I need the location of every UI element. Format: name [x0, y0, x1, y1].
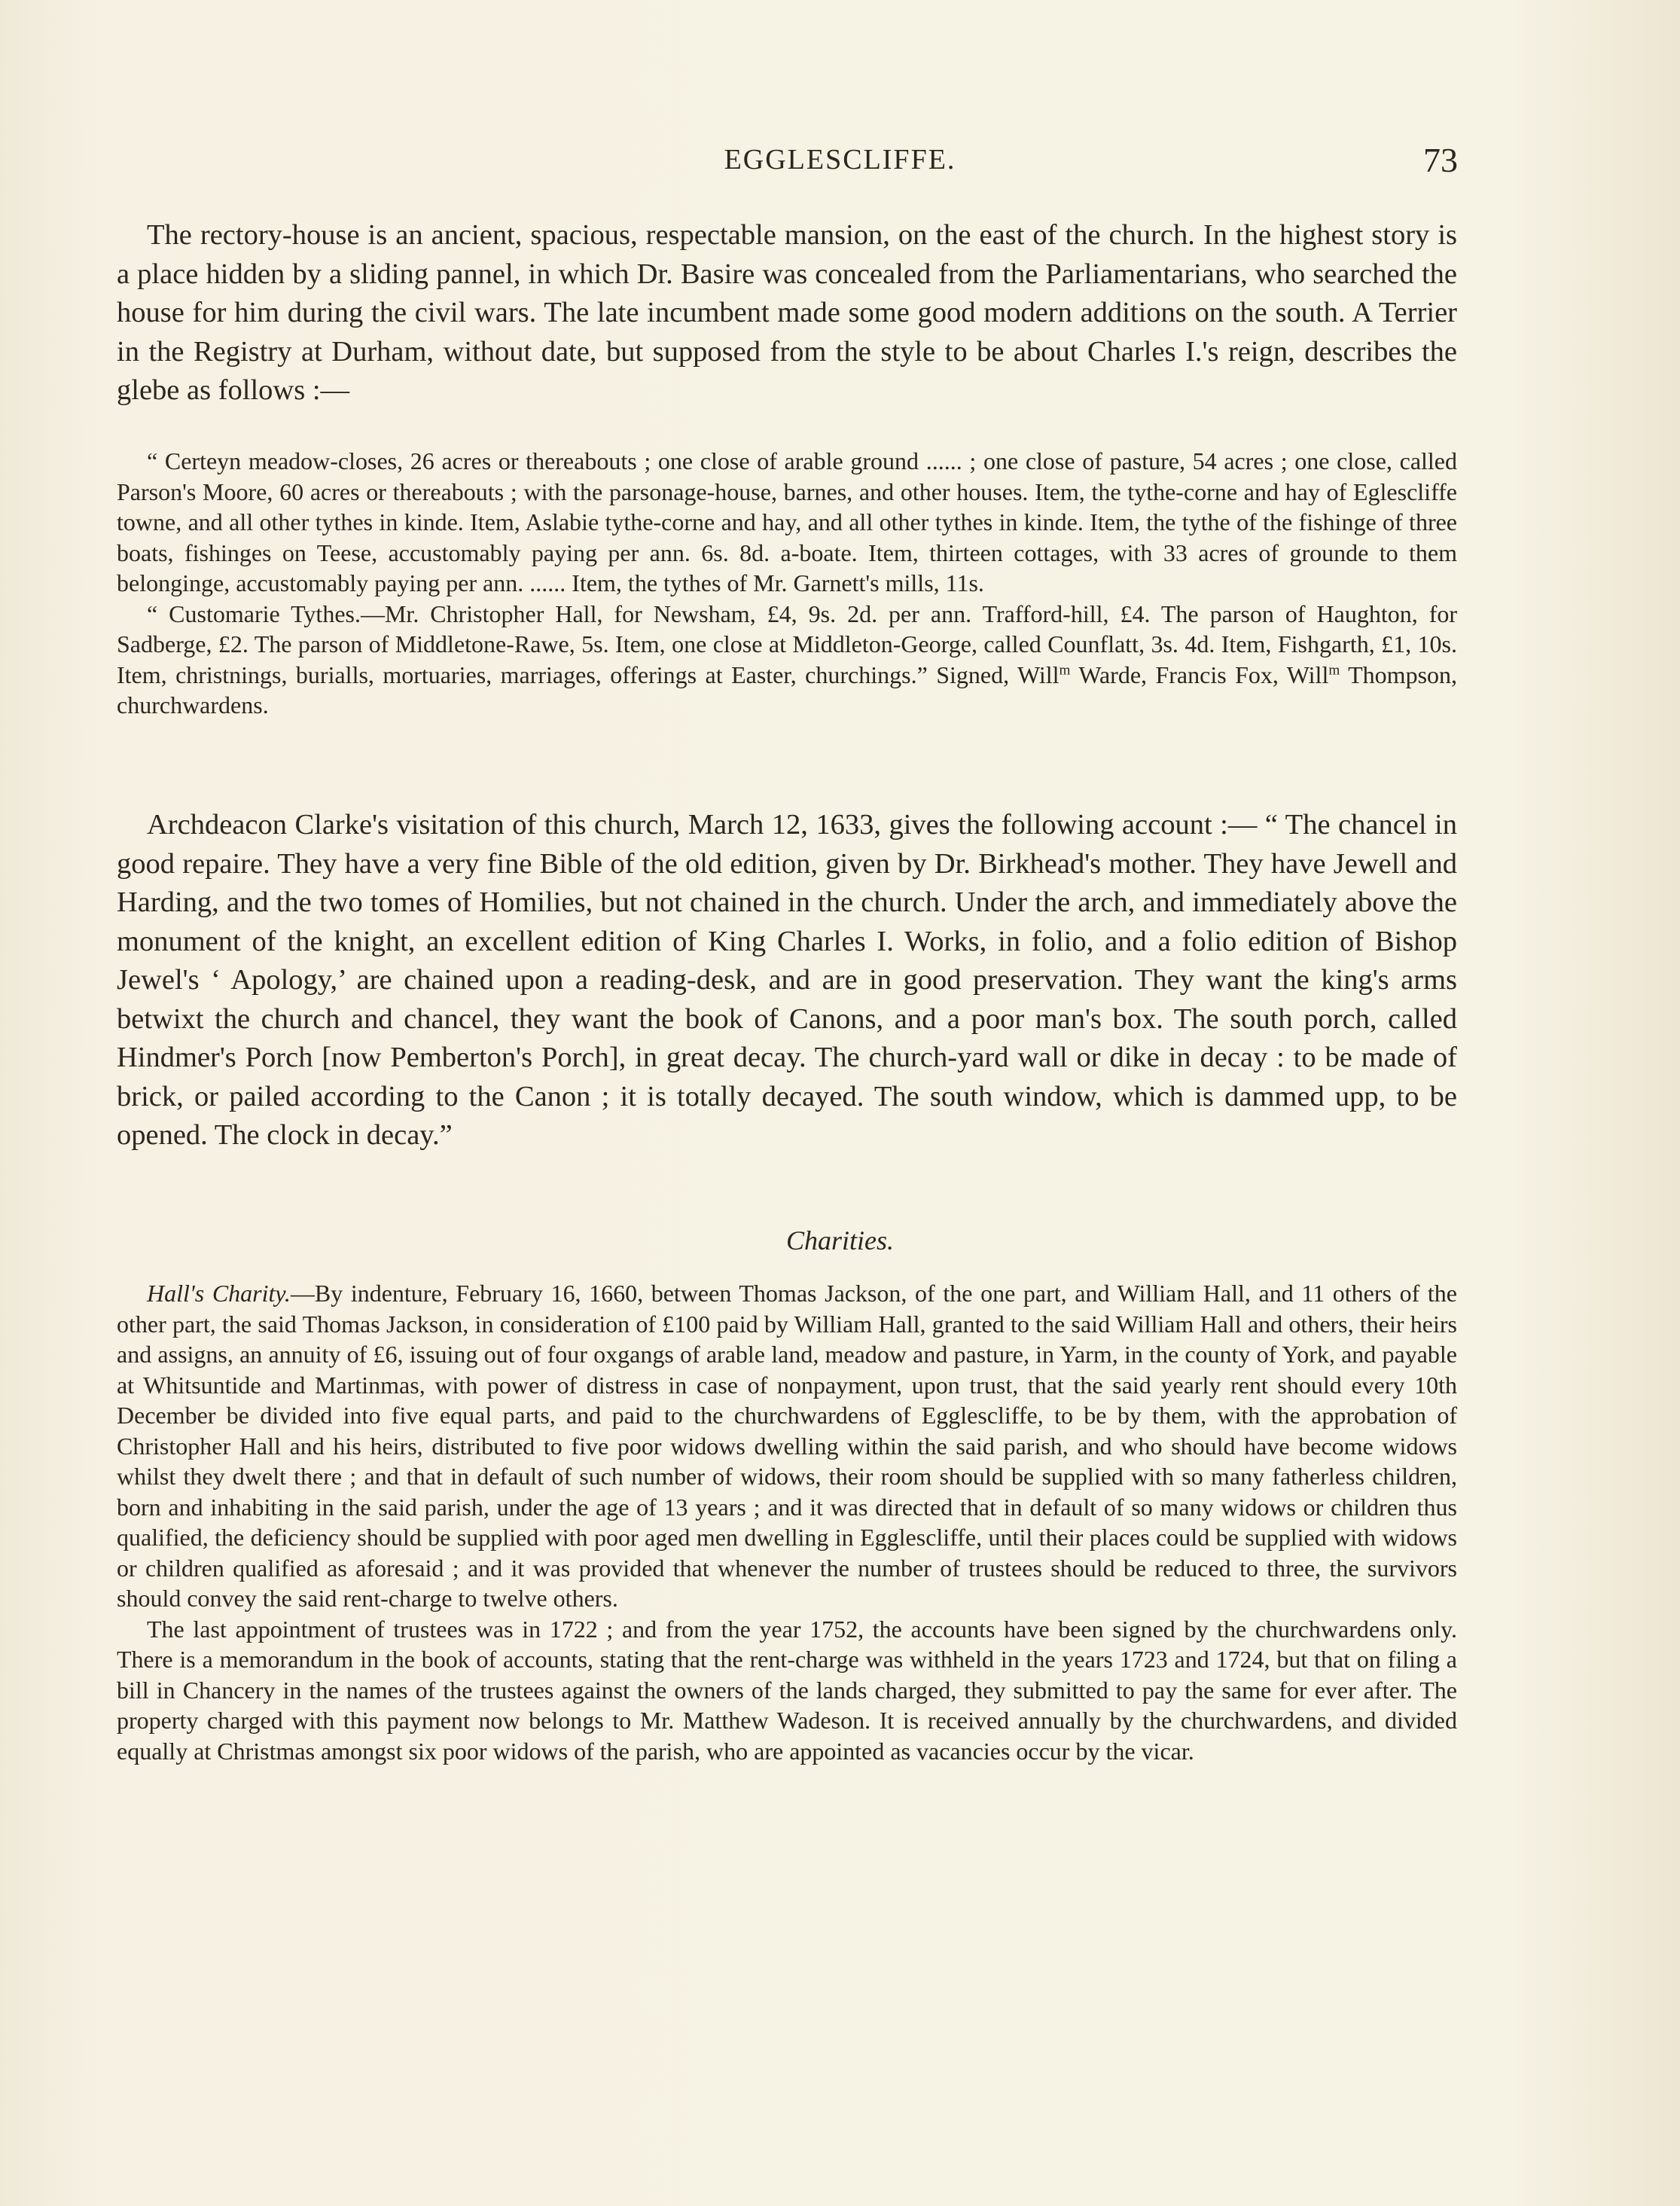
terrier-text-b: Warde, Francis Fox, Will: [1070, 661, 1329, 688]
terrier-text-a: “ Customarie Tythes.—Mr. Christopher Hall, for Newsham, £4, 9s. 2d. per ann. Trafford-hill, £4. The parson of Haughton, for Sadberge, £2. The parson of Middletone-Rawe, 5s. Item, one close at Middleton-George, called Counflatt, 3s. 4d. Item, Fishgarth, £1, 10s. Item, christnings, burialls, mortuaries, marriages, offerings at Easter, churchings.” Signed, Will: [117, 600, 1457, 688]
rectory-paragraph-block: [117, 216, 1457, 410]
superscript-m: m: [1328, 661, 1340, 678]
visitation-paragraph: Archdeacon Clarke's visitation of this church, March 12, 1633, gives the following account :— “ The chancel in good repaire. They have a very fine Bible of the old edition, given by Dr. Birkhead's mother. They have Jewell and Harding, and the two tomes of Homilies, but not chained in the church. Under the arch, and immediately above the monument of the knight, an excellent edition of King Charles I. Works, in folio, and a folio edition of Bishop Jewel's ‘ Apology,’ are chained upon a reading-desk, and are in good preservation. They want the king's arms betwixt the church and chancel, they want the book of Canons, and a poor man's box. The south porch, called Hindmer's Porch [now Pemberton's Porch], in great decay. The church-yard wall or dike in decay : to be made of brick, or pailed according to the Canon ; it is totally decayed. The south window, which is dammed upp, to be opened. The clock in decay.”: [117, 809, 1457, 1151]
charities-heading: Charities.: [785, 1225, 894, 1256]
charities-section: [117, 1278, 1457, 1766]
halls-charity-text: —By indenture, February 16, 1660, between Thomas Jackson, of the one part, and William Hall, and 11 others of the other part, the said Thomas Jackson, in consideration of £100 paid by William Hall, granted to the said William Hall and others, their heirs and assigns, an annuity of £6, issuing out of four oxgangs of arable land, meadow and pasture, in Yarm, in the county of York, and payable at Whitsuntide and Martinmas, with power of distress in case of nonpayment, upon trust, that the said yearly rent should every 10th December be divided into five equal parts, and paid to the churchwardens of Egglescliffe, to be by them, with the approbation of Christopher Hall and his heirs, distributed to five poor widows dwelling within the said parish, and who should have become widows whilst they dwelt there ; and that in default of such number of widows, their room should be supplied with so many fatherless children, born and inhabiting in the said parish, under the age of 13 years ; and it was directed that in default of so many widows or children thus qualified, the deficiency should be supplied with poor aged men dwelling in Egglescliffe, until their places could be supplied with widows or children qualified as aforesaid ; and it was provided that whenever the number of trustees should be reduced to three, the survivors should convey the said rent-charge to twelve others.: [117, 1280, 1458, 1612]
terrier-paragraph-2: [117, 599, 1457, 721]
terrier-text-c: Thompson, churchwardens.: [117, 661, 1458, 719]
rectory-paragraph: The rectory-house is an ancient, spacious, respectable mansion, on the east of the church. In the highest story is a place hidden by a sliding pannel, in which Dr. Basire was concealed from the Parliamentarians, who searched the house for him during the civil wars. The late incumbent made some good modern additions on the south. A Terrier in the Registry at Durham, without date, but supposed from the style to be about Charles I.'s reign, describes the glebe as follows :—: [117, 219, 1457, 406]
running-header: [0, 143, 1680, 188]
running-title: EGGLESCLIFFE.: [724, 144, 956, 175]
superscript-m: m: [1059, 661, 1071, 678]
visitation-paragraph-block: [117, 806, 1457, 1155]
page-number: 73: [1423, 141, 1458, 179]
trustees-paragraph: The last appointment of trustees was in 1722 ; and from the year 1752, the accounts have been signed by the churchwardens only. There is a memorandum in the book of accounts, stating that the rent-charge was withheld in the years 1723 and 1724, but that on filing a bill in Chancery in the names of the trustees against the owners of the lands charged, they submitted to pay the same for ever after. The property charged with this payment now belongs to Mr. Matthew Wadeson. It is received annually by the churchwardens, and divided equally at Christmas amongst six poor widows of the parish, who are appointed as vacancies occur by the vicar.: [117, 1615, 1457, 1765]
terrier-quotation: [117, 446, 1457, 721]
terrier-paragraph-1: “ Certeyn meadow-closes, 26 acres or thereabouts ; one close of arable ground ...... ; one close of pasture, 54 acres ; one close, called Parson's Moore, 60 acres or thereabouts ; with the parsonage-house, barnes, and other houses. Item, the tythe-corne and hay of Eglescliffe towne, and all other tythes in kinde. Item, Aslabie tythe-corne and hay, and all other tythes in kinde. Item, the tythe of the fishinge of three boats, fishinges on Teese, accustomably paying per ann. 6s. 8d. a-boate. Item, thirteen cottages, with 33 acres of grounde to them belonginge, accustomably paying per ann. ...... Item, the tythes of Mr. Garnett's mills, 11s.: [117, 447, 1457, 597]
halls-charity-paragraph: [117, 1278, 1457, 1614]
halls-charity-title: Hall's Charity.: [147, 1280, 291, 1307]
